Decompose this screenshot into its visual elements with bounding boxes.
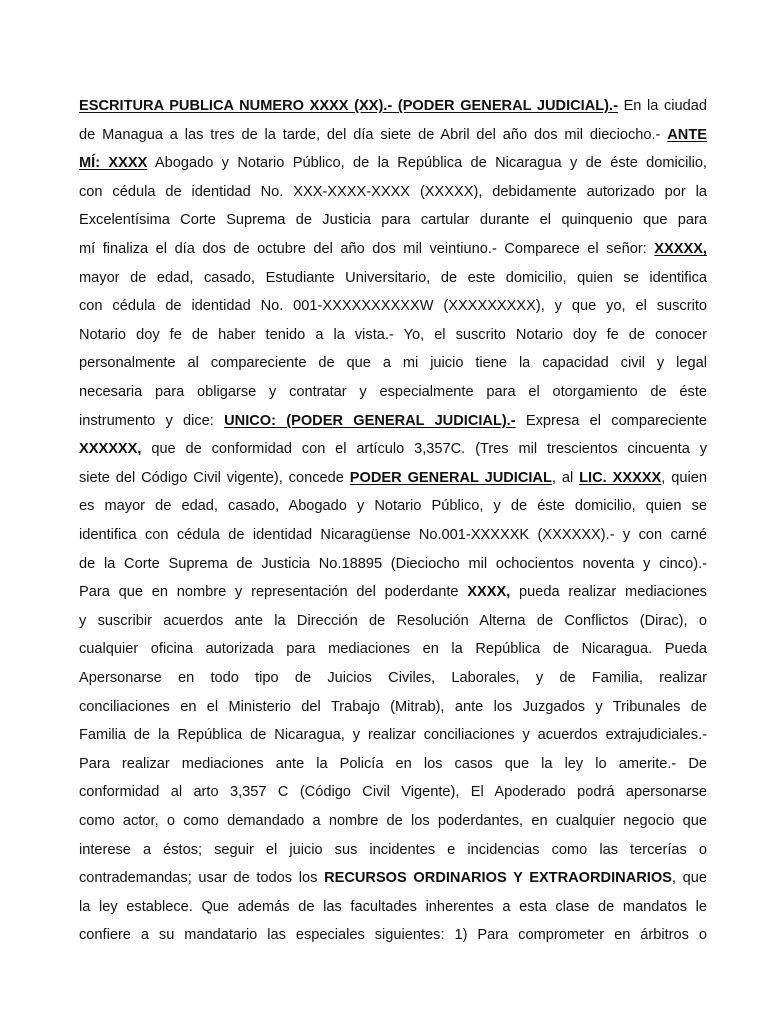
text-segment: como actor, o como demandado a nombre de los poderdantes, en cualquier negocio que — [79, 813, 707, 829]
text-line — [79, 409, 707, 433]
text-line — [79, 94, 707, 118]
text-segment: Para que en nombre y representación del poderdante — [79, 584, 468, 601]
text-segment: con cédula de identidad No. XXX-XXXX-XXXX (XXXXX), debidamente autorizado por la — [79, 183, 707, 200]
bold-text-segment: LIC. XXXXX — [579, 469, 662, 486]
text-segment: Familia de la República de Nicaragua, y realizar conciliaciones y acuerdos extrajudiciales.- — [79, 727, 707, 744]
text-segment: con cédula de identidad No. 001-XXXXXXXXXXW (XXXXXXXXX), y que yo, el suscrito — [79, 298, 707, 315]
text-line — [79, 895, 707, 919]
text-line — [79, 580, 707, 604]
text-segment: cualquier oficina autorizada para mediaciones en la República de Nicaragua. Pueda — [79, 641, 707, 658]
text-segment: personalmente al compareciente de que a mi juicio tiene la capacidad civil y legal — [79, 355, 707, 372]
text-line — [79, 809, 707, 833]
text-segment: mayor de edad, casado, Estudiante Universitario, de este domicilio, quien se identifica — [79, 269, 707, 286]
text-line — [79, 437, 707, 461]
text-segment: de Managua a las tres de la tarde, del día siete de Abril del año dos mil dieciocho.- — [79, 126, 668, 143]
bold-text-segment: PODER GENERAL JUDICIAL — [349, 469, 552, 486]
text-segment: conformidad al arto 3,357 C (Código Civil Vigente), El Apoderado podrá apersonarse — [79, 784, 707, 801]
text-segment: que de conformidad con el artículo 3,357C. (Tres mil trescientos cincuenta y — [141, 441, 707, 458]
text-segment: necesaria para obligarse y contratar y especialmente para el otorgamiento de éste — [79, 384, 707, 400]
bold-text-segment: MÍ: XXXX — [79, 155, 148, 172]
text-segment: Abogado y Notario Público, de la República de Nicaragua y de éste domicilio, — [147, 155, 707, 172]
bold-text-segment: RECURSOS ORDINARIOS Y EXTRAORDINARIOS — [324, 870, 672, 887]
text-segment: es mayor de edad, casado, Abogado y Notario Público, y de éste domicilio, quien se — [79, 498, 707, 515]
bold-text-segment: ESCRITURA PUBLICA NUMERO XXXX (XX).- (PODER GENERAL JUDICIAL).- — [79, 98, 618, 114]
text-line — [79, 866, 707, 890]
text-segment: , al — [551, 469, 580, 486]
text-line — [79, 723, 707, 747]
text-line — [79, 466, 707, 490]
text-segment: , quien — [661, 469, 707, 486]
text-segment: Apersonarse en todo tipo de Juicios Civiles, Laborales, y de Familia, realizar — [79, 670, 707, 686]
text-segment: interese a éstos; seguir el juicio sus incidentes e incidencias como las tercerías o — [79, 841, 707, 858]
bold-text-segment: UNICO: (PODER GENERAL JUDICIAL).- — [224, 412, 516, 429]
text-segment: Expresa el compareciente — [515, 412, 707, 429]
text-line — [79, 552, 707, 576]
bold-text-segment: XXXXX, — [654, 241, 707, 257]
text-line — [79, 208, 707, 232]
text-segment: , que — [671, 870, 707, 887]
text-line — [79, 237, 707, 261]
text-line — [79, 266, 707, 290]
bold-text-segment: ANTE — [667, 126, 707, 143]
text-segment: siete del Código Civil vigente), concede — [79, 469, 350, 486]
text-line — [79, 151, 707, 175]
text-line — [79, 666, 707, 690]
bold-text-segment: XXXXXX, — [79, 441, 142, 458]
text-line — [79, 351, 707, 375]
text-segment: y suscribir acuerdos ante la Dirección de Resolución Alterna de Conflictos (Dirac), o — [79, 612, 707, 629]
text-segment: contrademandas; usar de todos los — [79, 870, 325, 887]
text-segment: de la Corte Suprema de Justicia No.18895 (Dieciocho mil ochocientos noventa y cinco).- — [79, 555, 707, 572]
text-line — [79, 323, 707, 347]
text-line — [79, 380, 707, 404]
text-segment: la ley establece. Que además de las facultades inherentes a esta clase de mandatos le — [79, 898, 707, 915]
text-line — [79, 494, 707, 518]
text-line — [79, 838, 707, 862]
text-line — [79, 923, 707, 947]
text-segment: conciliaciones en el Ministerio del Trabajo (Mitrab), ante los Juzgados y Tribunales de — [79, 698, 707, 715]
text-segment: instrumento y dice: — [79, 412, 225, 429]
text-segment: mí finaliza el día dos de octubre del año dos mil veintiuno.- Comparece el señor: — [79, 241, 655, 257]
text-line — [79, 752, 707, 776]
text-segment: Excelentísima Corte Suprema de Justicia para cartular durante el quinquenio que para — [79, 212, 707, 229]
text-segment: Para realizar mediaciones ante la Policía en los casos que la ley lo amerite.- De — [79, 755, 707, 772]
text-segment: Notario doy fe de haber tenido a la vista.- Yo, el suscrito Notario doy fe de conocer — [79, 326, 707, 343]
text-segment: pueda realizar mediaciones — [510, 584, 707, 601]
text-line — [79, 180, 707, 204]
text-line — [79, 637, 707, 661]
text-segment: identifica con cédula de identidad Nicaragüense No.001-XXXXXK (XXXXXX).- y con carné — [79, 527, 707, 543]
text-segment: En la ciudad — [617, 98, 707, 114]
text-line — [79, 780, 707, 804]
text-line — [79, 123, 707, 147]
text-line — [79, 609, 707, 633]
text-segment: confiere a su mandatario las especiales siguientes: 1) Para comprometer en árbitros o — [79, 927, 707, 944]
text-line — [79, 294, 707, 318]
text-line — [79, 523, 707, 547]
text-line — [79, 695, 707, 719]
bold-text-segment: XXXX, — [467, 584, 511, 601]
